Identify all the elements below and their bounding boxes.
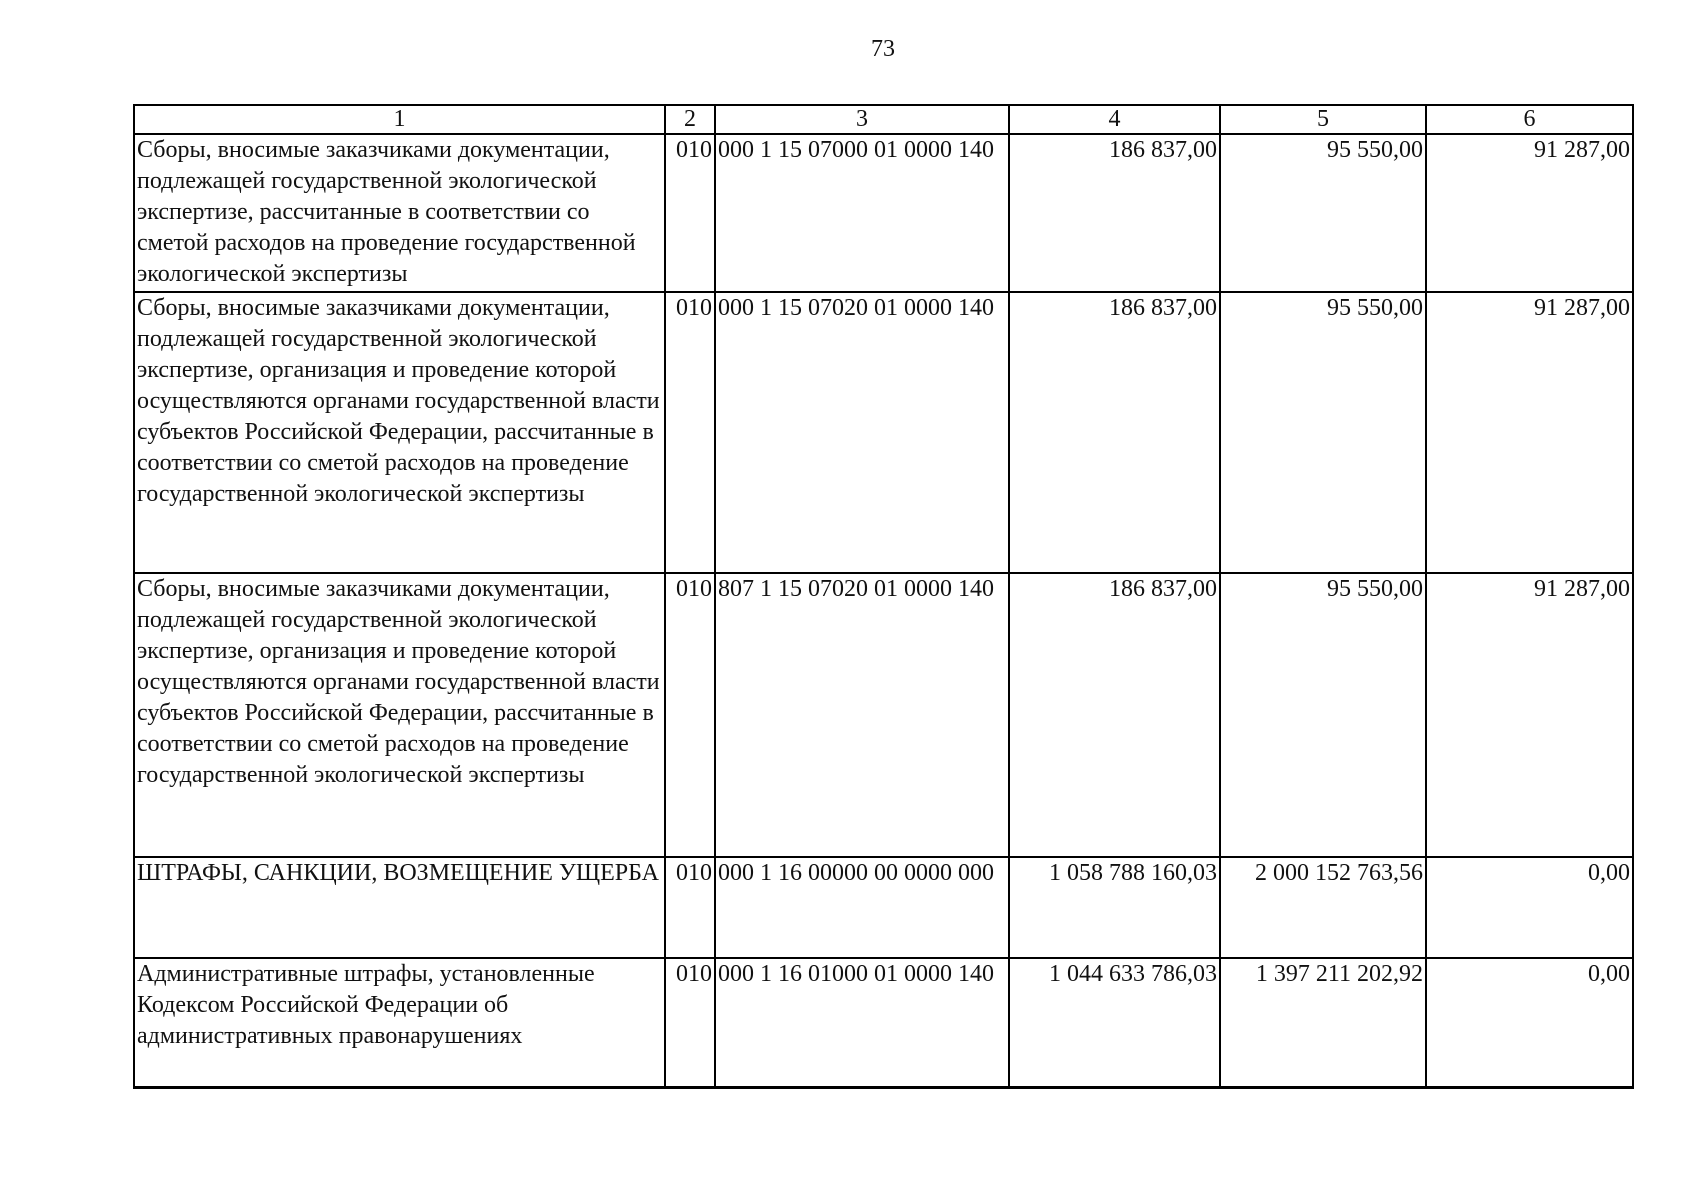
row-amount-col6: 0,00 <box>1426 857 1633 958</box>
row-amount-col4: 1 058 788 160,03 <box>1009 857 1220 958</box>
row-code: 010 <box>665 857 715 958</box>
row-code: 010 <box>665 134 715 292</box>
row-name: Сборы, вносимые заказчиками документации, подлежащей государственной экологической экспертизе, организация и проведение которой осуществляются органами государственной власти субъектов Российской Федерации, рассчитанные в соответствии со сметой расходов на проведение государственной экологической экспертизы <box>134 573 665 857</box>
row-code: 010 <box>665 958 715 1088</box>
revenue-table <box>133 104 1634 1089</box>
row-code: 010 <box>665 573 715 857</box>
table-row <box>134 958 1633 1088</box>
column-header: 2 <box>665 105 715 134</box>
row-amount-col5: 95 550,00 <box>1220 134 1426 292</box>
row-kbk: 807 1 15 07020 01 0000 140 <box>715 573 1009 857</box>
row-kbk: 000 1 15 07000 01 0000 140 <box>715 134 1009 292</box>
row-amount-col5: 1 397 211 202,92 <box>1220 958 1426 1088</box>
row-amount-col4: 186 837,00 <box>1009 573 1220 857</box>
row-kbk: 000 1 16 00000 00 0000 000 <box>715 857 1009 958</box>
table-row <box>134 134 1633 292</box>
table-row <box>134 292 1633 573</box>
row-amount-col5: 95 550,00 <box>1220 292 1426 573</box>
row-code: 010 <box>665 292 715 573</box>
column-header: 6 <box>1426 105 1633 134</box>
row-amount-col4: 186 837,00 <box>1009 134 1220 292</box>
column-header: 5 <box>1220 105 1426 134</box>
row-amount-col5: 95 550,00 <box>1220 573 1426 857</box>
column-header: 4 <box>1009 105 1220 134</box>
row-amount-col4: 1 044 633 786,03 <box>1009 958 1220 1088</box>
column-header: 3 <box>715 105 1009 134</box>
row-amount-col5: 2 000 152 763,56 <box>1220 857 1426 958</box>
page-number: 73 <box>871 36 895 62</box>
table-header-row <box>134 105 1633 134</box>
row-amount-col6: 0,00 <box>1426 958 1633 1088</box>
table-row <box>134 573 1633 857</box>
row-amount-col6: 91 287,00 <box>1426 573 1633 857</box>
table-row <box>134 857 1633 958</box>
row-name: ШТРАФЫ, САНКЦИИ, ВОЗМЕЩЕНИЕ УЩЕРБА <box>134 857 665 958</box>
row-name: Сборы, вносимые заказчиками документации, подлежащей государственной экологической экспертизе, рассчитанные в соответствии со сметой расходов на проведение государственной экологической экспертизы <box>134 134 665 292</box>
row-amount-col6: 91 287,00 <box>1426 292 1633 573</box>
row-name: Административные штрафы, установленные Кодексом Российской Федерации об административных правонарушениях <box>134 958 665 1088</box>
row-amount-col4: 186 837,00 <box>1009 292 1220 573</box>
row-kbk: 000 1 16 01000 01 0000 140 <box>715 958 1009 1088</box>
column-header: 1 <box>134 105 665 134</box>
row-name: Сборы, вносимые заказчиками документации, подлежащей государственной экологической экспертизе, организация и проведение которой осуществляются органами государственной власти субъектов Российской Федерации, рассчитанные в соответствии со сметой расходов на проведение государственной экологической экспертизы <box>134 292 665 573</box>
row-kbk: 000 1 15 07020 01 0000 140 <box>715 292 1009 573</box>
row-amount-col6: 91 287,00 <box>1426 134 1633 292</box>
